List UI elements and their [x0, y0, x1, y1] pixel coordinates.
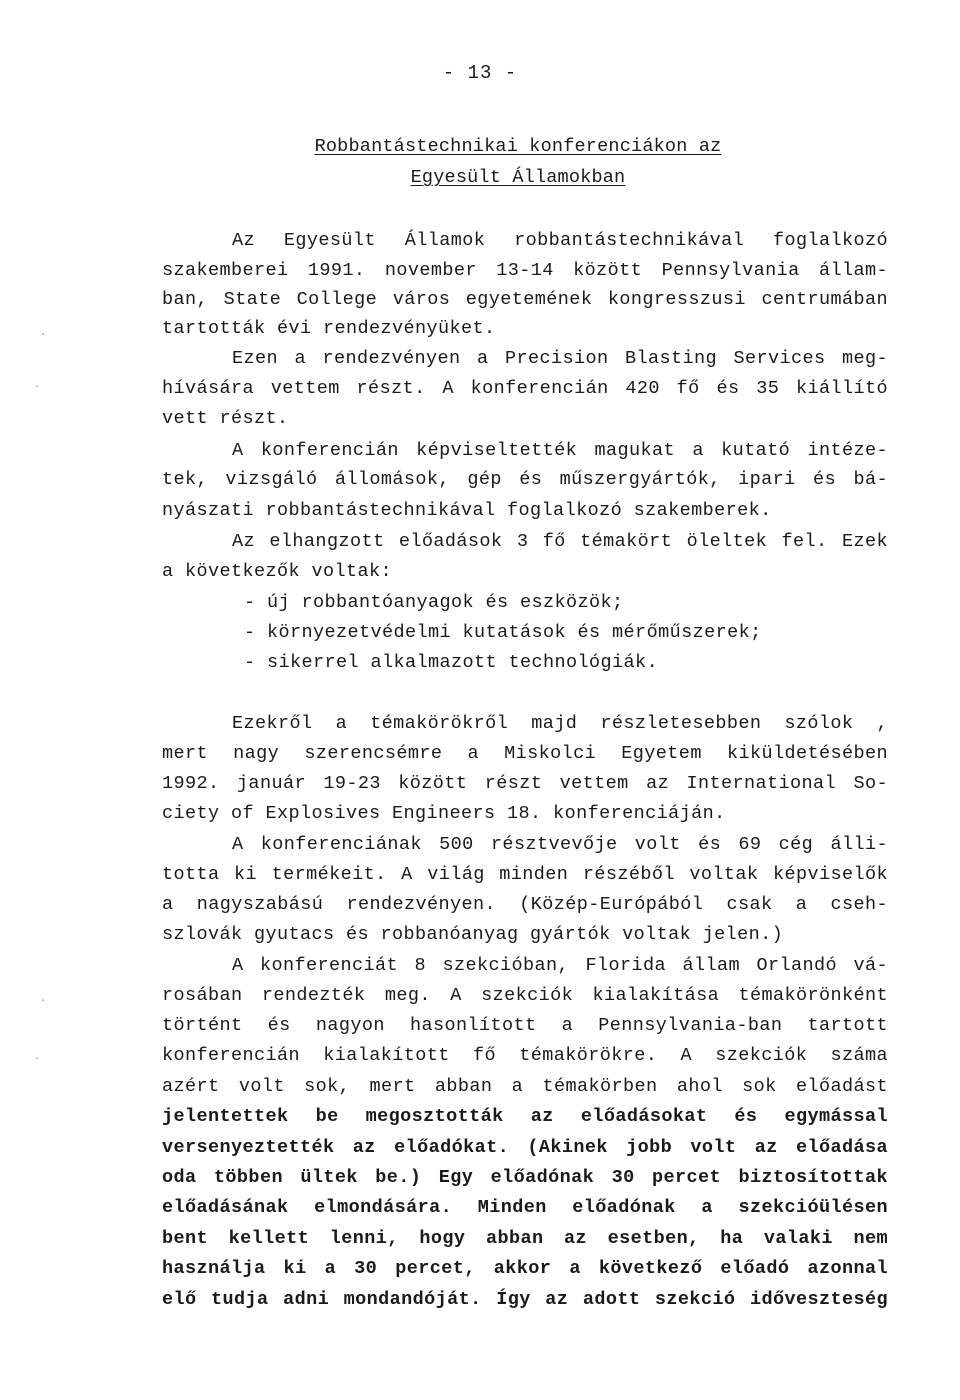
- text-line: A konferenciának 500 résztvevője volt és 69 cég álli-: [232, 834, 888, 855]
- text-line: Az Egyesült Államok robbantástechnikával foglalkozó: [232, 230, 888, 251]
- text-line: 1992. január 19-23 között részt vettem az International So-: [162, 773, 888, 794]
- text-line: bent kellett lenni, hogy abban az esetben, ha valaki nem: [162, 1228, 888, 1249]
- list-item: - új robbantóanyagok és eszközök;: [244, 592, 624, 613]
- text-line: előadásának elmondására. Minden előadónak a szekcióülésen: [162, 1197, 888, 1218]
- text-line: mert nagy szerencsémre a Miskolci Egyetem kiküldetésében: [162, 743, 888, 764]
- text-line: Ezen a rendezvényen a Precision Blasting Services meg-: [232, 348, 888, 369]
- text-line: tek, vizsgáló állomások, gép és műszergyártók, ipari és bá-: [162, 469, 888, 490]
- text-line: totta ki termékeit. A világ minden részéből voltak képviselők: [162, 864, 888, 885]
- text-line: szlovák gyutacs és robbanóanyag gyártók voltak jelen.): [162, 924, 784, 945]
- list-item: - sikerrel alkalmazott technológiák.: [244, 652, 659, 673]
- text-line: A konferencián képviseltették magukat a kutató intéze-: [232, 440, 888, 461]
- text-line: hívására vettem részt. A konferencián 420 fő és 35 kiállító: [162, 378, 888, 399]
- list-item: - környezetvédelmi kutatások és mérőműszerek;: [244, 622, 762, 643]
- text-line: szakemberei 1991. november 13-14 között Pennsylvania állam-: [162, 260, 888, 281]
- text-line: A konferenciát 8 szekcióban, Florida állam Orlandó vá-: [232, 955, 888, 976]
- text-line: vett részt.: [162, 408, 289, 429]
- section-title-line-2: Egyesült Államokban: [410, 167, 626, 188]
- text-line: versenyeztették az előadókat. (Akinek jobb volt az előadása: [162, 1137, 888, 1158]
- text-line: a következők voltak:: [162, 561, 393, 582]
- text-line: jelentettek be megosztották az előadásokat és egymással: [162, 1106, 888, 1127]
- text-line: történt és nagyon hasonlított a Pennsylvania-ban tartott: [162, 1015, 888, 1036]
- scan-speck: ·: [40, 996, 47, 1007]
- text-line: elő tudja adni mondandóját. Így az adott szekció időveszteség: [162, 1289, 888, 1310]
- text-line: használja ki a 30 percet, akkor a következő előadó azonnal: [162, 1258, 888, 1279]
- text-line: nyászati robbantástechnikával foglalkozó szakemberek.: [162, 500, 772, 521]
- text-line: a nagyszabású rendezvényen. (Közép-Európából csak a cseh-: [162, 894, 888, 915]
- section-title-line-1: Robbantástechnikai konferenciákon az: [314, 136, 722, 157]
- scan-speck: ·: [34, 1054, 41, 1065]
- scan-speck: ·: [34, 382, 41, 393]
- text-line: azért volt sok, mert abban a témakörben ahol sok előadást: [162, 1076, 888, 1097]
- text-line: konferencián kialakított fő témakörökre. A szekciók száma: [162, 1045, 888, 1066]
- text-line: Ezekről a témakörökről majd részletesebben szólok ,: [232, 713, 888, 734]
- text-line: rosában rendezték meg. A szekciók kialakítása témakörönként: [162, 985, 888, 1006]
- text-line: ciety of Explosives Engineers 18. konferenciáján.: [162, 803, 726, 824]
- scan-speck: ·: [40, 330, 47, 341]
- text-line: Az elhangzott előadások 3 fő témakört öleltek fel. Ezek: [232, 531, 888, 552]
- text-line: tartották évi rendezvényüket.: [162, 318, 496, 339]
- page-number: - 13 -: [442, 62, 518, 84]
- text-line: oda többen ültek be.) Egy előadónak 30 percet biztosítottak: [162, 1167, 888, 1188]
- text-line: ban, State College város egyetemének kongresszusi centrumában: [162, 289, 888, 310]
